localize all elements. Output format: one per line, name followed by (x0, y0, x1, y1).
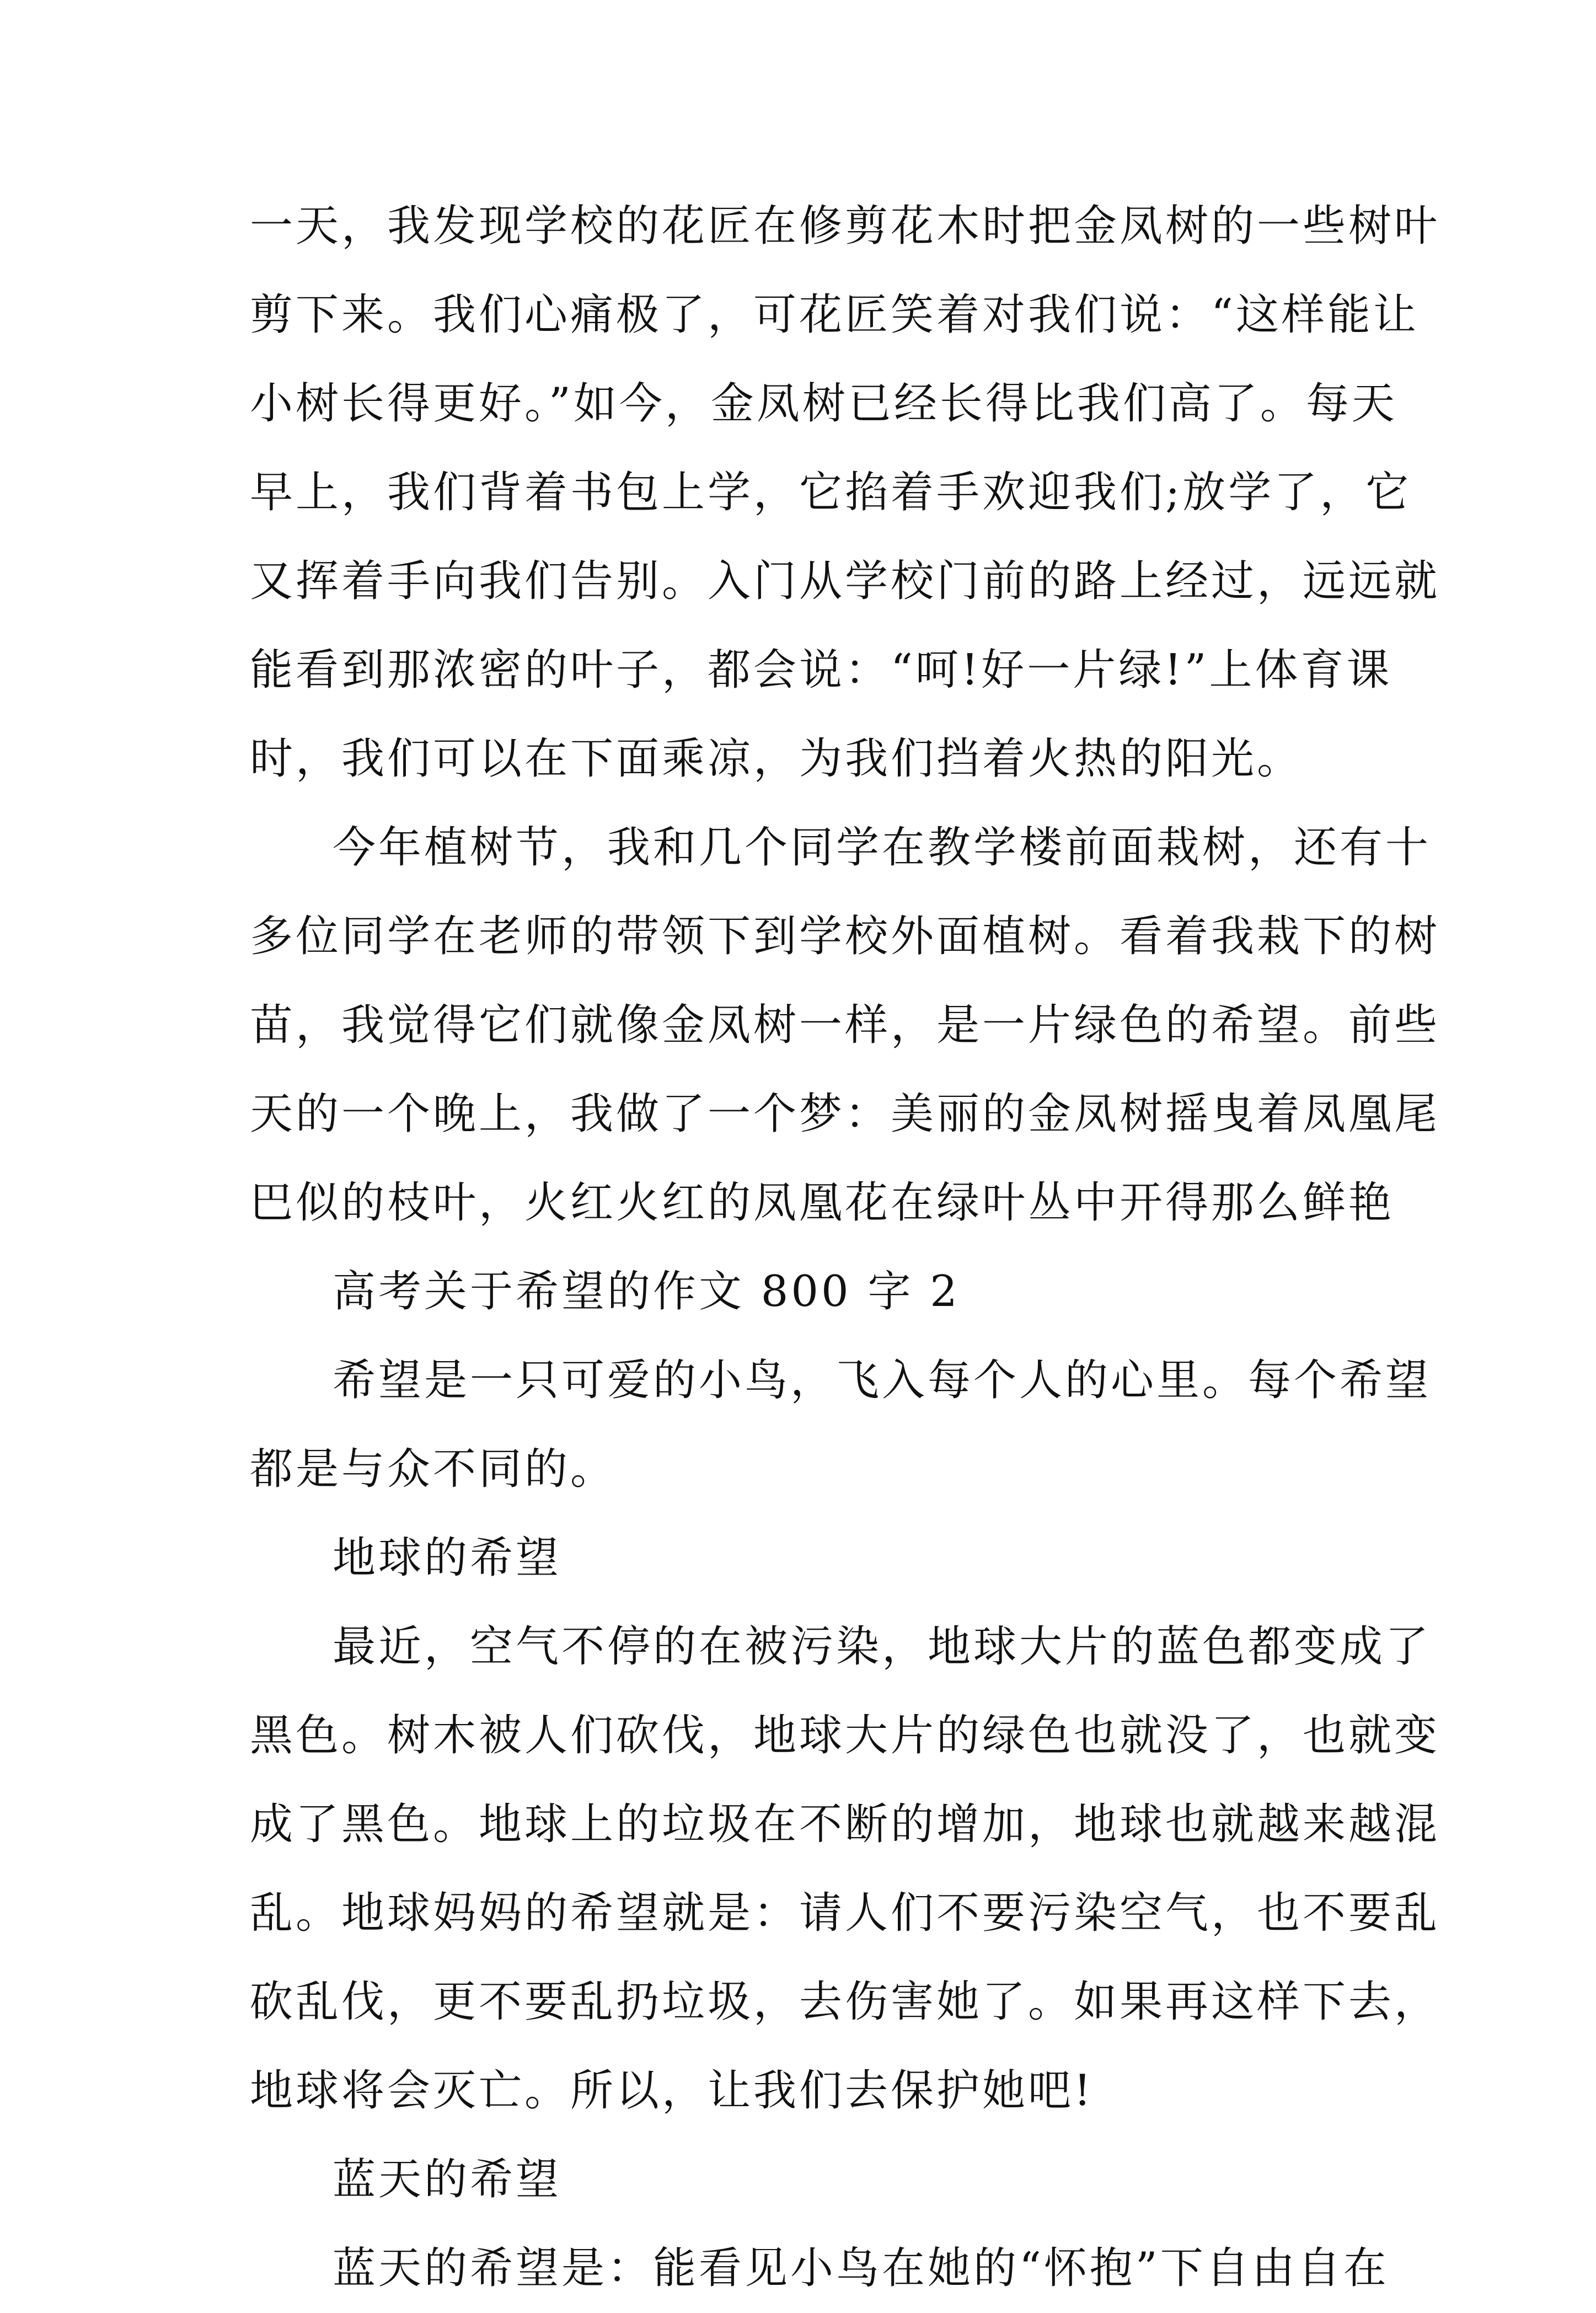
document-body (250, 182, 1440, 2313)
text-line: 都是与众不同的。 (250, 1444, 617, 1494)
text-line: 剪下来。我们心痛极了，可花匠笑着对我们说：“这样能让 (250, 290, 1419, 340)
section-heading-earth (250, 1514, 1358, 1603)
text-line: 又挥着手向我们告别。入门从学校门前的路上经过，远远就 (250, 556, 1440, 606)
text-line: 天的一个晚上，我做了一个梦：美丽的金凤树摇曳着凤凰尾 (250, 1089, 1440, 1139)
text-line: 早上，我们背着书包上学，它掐着手欢迎我们;放学了，它 (250, 468, 1412, 517)
paragraph-blue-sky-hope (250, 2224, 1389, 2313)
text-line: 苗，我觉得它们就像金凤树一样，是一片绿色的希望。前些 (250, 1000, 1440, 1050)
text-line: 最近，空气不停的在被污染，地球大片的蓝色都变成了 (333, 1622, 1432, 1672)
text-line: 小树长得更好。”如今，金凤树已经长得比我们高了。每天 (250, 379, 1397, 429)
text-line: 能看到那浓密的叶子，都会说：“呵!好一片绿!”上体育课 (250, 645, 1393, 695)
text-line: 成了黑色。地球上的垃圾在不断的增加，地球也就越来越混 (250, 1800, 1440, 1849)
text-line: 多位同学在老师的带领下到学校外面植树。看着我栽下的树 (250, 912, 1440, 961)
section-heading-text: 地球的希望 (333, 1533, 562, 1583)
paragraph-hope-intro (250, 1336, 1432, 1514)
text-line: 砍乱伐，更不要乱扔垃圾，去伤害她了。如果再这样下去， (250, 1977, 1440, 2027)
essay-title-text: 高考关于希望的作文 800 字 2 (333, 1267, 960, 1316)
text-line: 黑色。树木被人们砍伐，地球大片的绿色也就没了，也就变 (250, 1711, 1440, 1760)
paragraph-tree-planting-day (250, 804, 1440, 1247)
essay-title (250, 1247, 1358, 1336)
text-line: 地球将会灭亡。所以，让我们去保护她吧! (250, 2066, 1094, 2116)
section-heading-text: 蓝天的希望 (333, 2155, 562, 2204)
text-line: 一天，我发现学校的花匠在修剪花木时把金凤树的一些树叶 (250, 201, 1440, 251)
text-line: 乱。地球妈妈的希望就是：请人们不要污染空气，也不要乱 (250, 1888, 1440, 1938)
section-heading-blue-sky (250, 2135, 1358, 2224)
text-line: 蓝天的希望是：能看见小鸟在她的“怀抱”下自由自在 (333, 2244, 1389, 2293)
paragraph-earth-hope (250, 1603, 1440, 2135)
text-line: 希望是一只可爱的小鸟，飞入每个人的心里。每个希望 (333, 1356, 1432, 1405)
text-line: 时，我们可以在下面乘凉，为我们挡着火热的阳光。 (250, 734, 1303, 784)
text-line: 巴似的枝叶，火红火红的凤凰花在绿叶丛中开得那么鲜艳 (250, 1178, 1395, 1228)
text-line: 今年植树节，我和几个同学在教学楼前面栽树，还有十 (333, 823, 1432, 872)
paragraph-golden-phoenix-tree (250, 182, 1440, 804)
